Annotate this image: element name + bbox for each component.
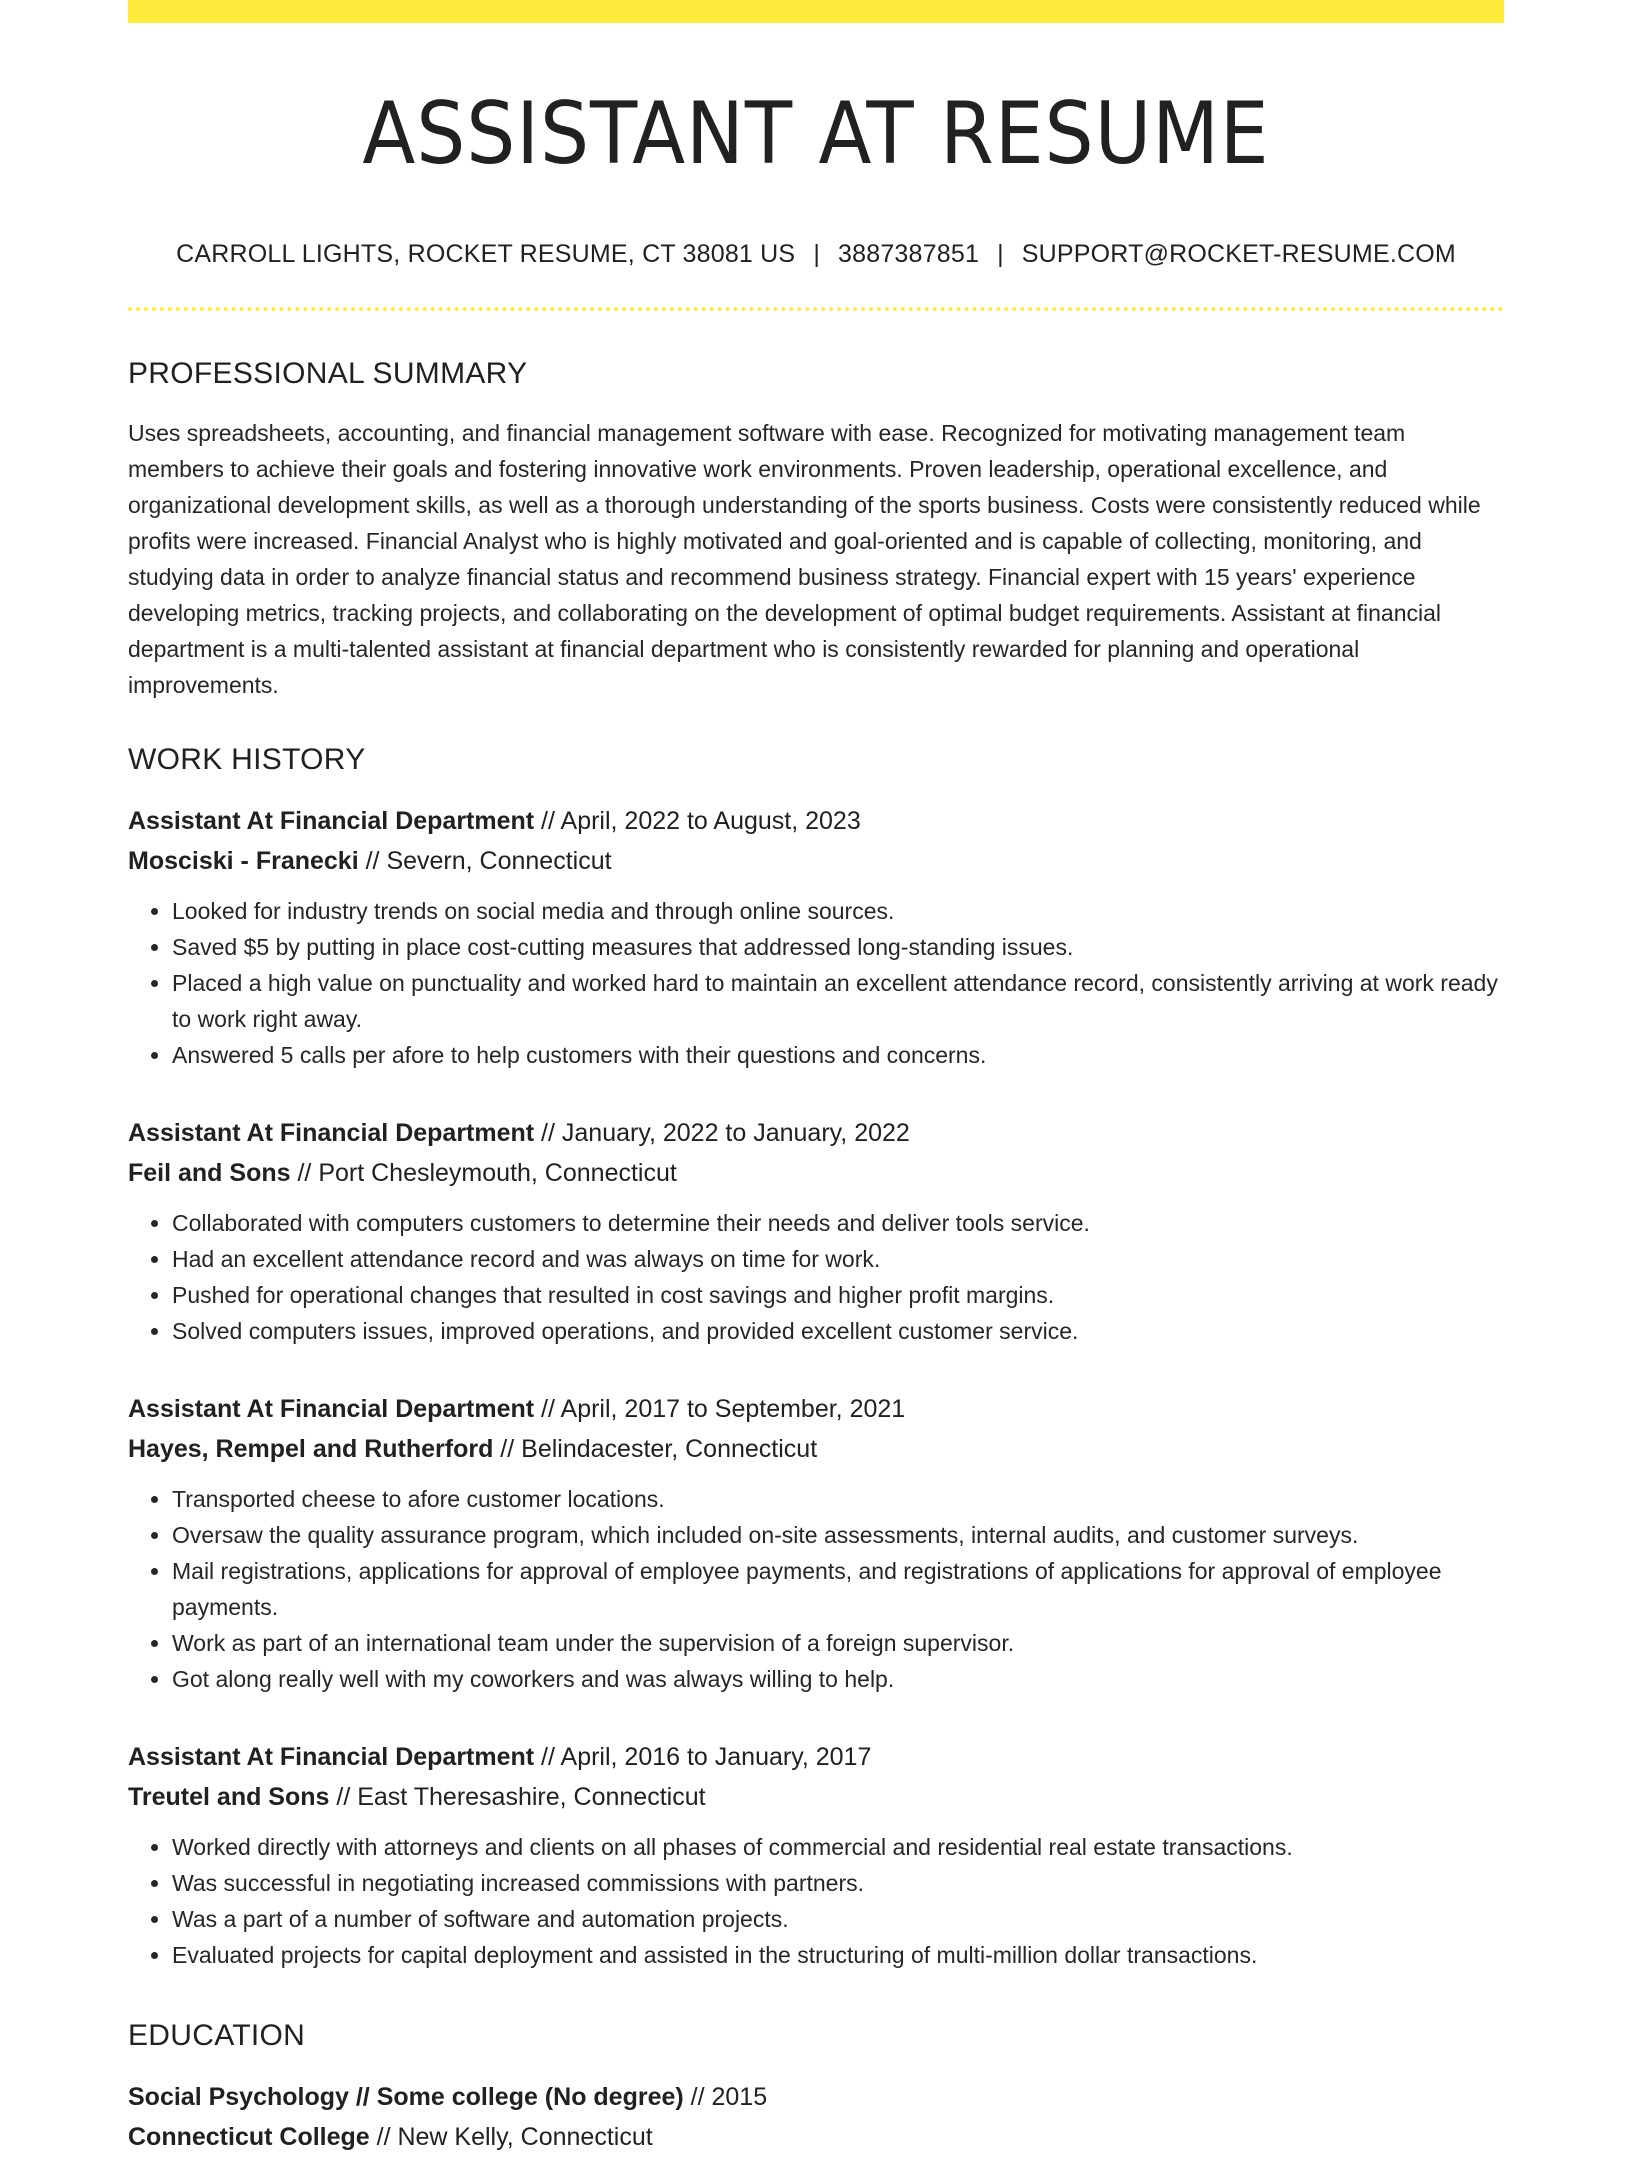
job-bullet: • Answered 5 calls per afore to help customers with their questions and concerns. [172, 1037, 1504, 1073]
job-location: // East Theresashire, Connecticut [329, 1782, 706, 1811]
summary-heading: PROFESSIONAL SUMMARY [128, 356, 528, 390]
job-bullets [128, 1205, 1504, 1349]
job-bullet: • Was a part of a number of software and automation projects. [172, 1901, 1504, 1937]
page-title: ASSISTANT AT RESUME [362, 84, 1270, 184]
contact-address: CARROLL LIGHTS, ROCKET RESUME, CT 38081 US [176, 239, 796, 268]
job-title-line [128, 1113, 1504, 1153]
resume-page [128, 0, 1504, 2157]
job-bullet: • Collaborated with computers customers to determine their needs and deliver tools service. [172, 1205, 1504, 1241]
job-bullet: • Evaluated projects for capital deployment and assisted in the structuring of multi-million dollar transactions. [172, 1937, 1504, 1973]
education-school: Connecticut College [128, 2122, 370, 2151]
job-bullets [128, 1481, 1504, 1697]
job-bullet: • Oversaw the quality assurance program, which included on-site assessments, internal audits, and customer surveys. [172, 1517, 1504, 1553]
job-bullet: • Was successful in negotiating increased commissions with partners. [172, 1865, 1504, 1901]
education-year: // 2015 [683, 2082, 768, 2111]
job-company-line [128, 1777, 1504, 1817]
job-title-line [128, 801, 1504, 841]
job-company-line [128, 1153, 1504, 1193]
education-degree: Social Psychology // Some college (No degree) [128, 2082, 684, 2111]
summary-text: Uses spreadsheets, accounting, and financial management software with ease. Recognized for motivating management team members to achieve their goals and fostering innovative work environments. Proven leadership, operational excellence, and organizational development skills, as well as a thorough understanding of the sports business. Costs were consistently reduced while profits were increased. Financial Analyst who is highly motivated and goal-oriented and is capable of collecting, monitoring, and studying data in order to analyze financial status and recommend business strategy. Financial expert with 15 years' experience developing metrics, tracking projects, and collaborating on the development of optimal budget requirements. Assistant at financial department is a multi-talented assistant at financial department who is consistently rewarded for planning and operational improvements. [128, 419, 1481, 698]
job-bullet: • Transported cheese to afore customer locations. [172, 1481, 1504, 1517]
contact-separator: | [997, 239, 1004, 268]
job-bullet: • Had an excellent attendance record and was always on time for work. [172, 1241, 1504, 1277]
job-title: Assistant At Financial Department [128, 1394, 535, 1423]
education-location: // New Kelly, Connecticut [369, 2122, 653, 2151]
job-company: Mosciski - Franecki [128, 846, 359, 875]
job-title: Assistant At Financial Department [128, 1118, 535, 1147]
job-dates: // April, 2022 to August, 2023 [534, 806, 861, 835]
job-title: Assistant At Financial Department [128, 1742, 535, 1771]
job-dates: // April, 2017 to September, 2021 [534, 1394, 906, 1423]
job-company-line [128, 841, 1504, 881]
job-entry [128, 1737, 1504, 1973]
dotted-divider [128, 307, 1504, 311]
job-bullet: • Saved $5 by putting in place cost-cutting measures that addressed long-standing issues. [172, 929, 1504, 965]
job-company: Feil and Sons [128, 1158, 291, 1187]
job-bullets [128, 893, 1504, 1073]
job-bullet: • Work as part of an international team under the supervision of a foreign supervisor. [172, 1625, 1504, 1661]
job-title: Assistant At Financial Department [128, 806, 535, 835]
job-location: // Port Chesleymouth, Connecticut [290, 1158, 677, 1187]
job-bullet: • Looked for industry trends on social media and through online sources. [172, 893, 1504, 929]
job-bullet: • Mail registrations, applications for approval of employee payments, and registrations of applications for approval of employee payments. [172, 1553, 1504, 1625]
education-heading: EDUCATION [128, 2018, 306, 2052]
job-title-line [128, 1737, 1504, 1777]
contact-line [128, 240, 1504, 269]
job-company-line [128, 1429, 1504, 1469]
job-company: Treutel and Sons [128, 1782, 330, 1811]
job-dates: // April, 2016 to January, 2017 [534, 1742, 872, 1771]
job-bullet: • Got along really well with my coworkers and was always willing to help. [172, 1661, 1504, 1697]
job-dates: // January, 2022 to January, 2022 [534, 1118, 910, 1147]
job-location: // Severn, Connecticut [358, 846, 612, 875]
job-entry [128, 1389, 1504, 1697]
education-entry [128, 2077, 1504, 2157]
job-company: Hayes, Rempel and Rutherford [128, 1434, 494, 1463]
education-degree-line [128, 2077, 1504, 2117]
job-bullet: • Placed a high value on punctuality and worked hard to maintain an excellent attendance record, consistently arriving at work ready to work right away. [172, 965, 1504, 1037]
job-bullet: • Worked directly with attorneys and clients on all phases of commercial and residential real estate transactions. [172, 1829, 1504, 1865]
contact-separator: | [813, 239, 821, 268]
job-entry [128, 1113, 1504, 1349]
contact-email: SUPPORT@ROCKET-RESUME.COM [1021, 239, 1456, 268]
top-accent-bar [128, 0, 1504, 23]
job-bullet: • Pushed for operational changes that resulted in cost savings and higher profit margins. [172, 1277, 1504, 1313]
education-school-line [128, 2117, 1504, 2157]
job-bullet: • Solved computers issues, improved operations, and provided excellent customer service. [172, 1313, 1504, 1349]
job-location: // Belindacester, Connecticut [493, 1434, 818, 1463]
job-bullets [128, 1829, 1504, 1973]
job-title-line [128, 1389, 1504, 1429]
job-entry [128, 801, 1504, 1073]
contact-phone: 3887387851 [838, 239, 980, 268]
work-history-heading: WORK HISTORY [128, 742, 366, 776]
